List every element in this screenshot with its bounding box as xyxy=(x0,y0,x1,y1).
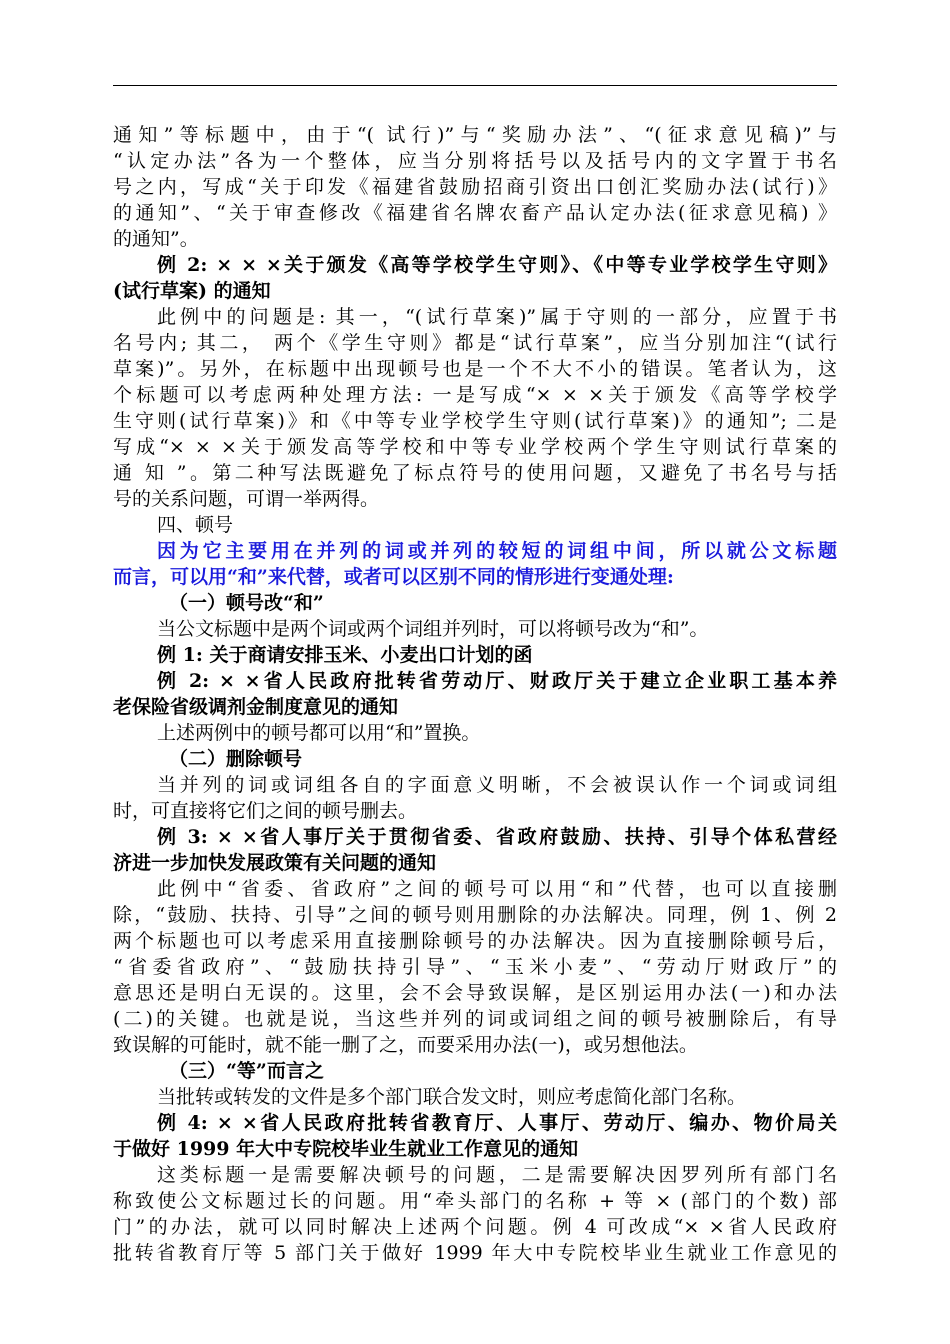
body-text-line: 通 知 ”。第二种写法既避免了标点符号的使用问题，又避免了书名号与括 xyxy=(113,462,837,484)
document-body xyxy=(113,122,837,1266)
body-text-line: 两个标题也可以考虑采用直接删除顿号的办法解决。因为直接删除顿号后， xyxy=(113,930,837,952)
body-text-line: 通知”等标题中，由于“( 试行)”与“奖励办法”、“(征求意见稿)”与 xyxy=(113,124,837,146)
example-heading: 例 2: × ×省人民政府批转省劳动厅、财政厅关于建立企业职工基本养 xyxy=(157,670,837,692)
example-heading: 例 1: 关于商请安排玉米、小麦出口计划的函 xyxy=(157,644,533,666)
body-text-line: 致误解的可能时，就不能一删了之，而要采用办法(一)，或另想他法。 xyxy=(113,1034,698,1056)
body-text-line: 这类标题一是需要解决顿号的问题，二是需要解决因罗列所有部门名 xyxy=(157,1164,837,1186)
example-heading: 例 2: × × ×关于颁发《高等学校学生守则》、《中等专业学校学生守则》 xyxy=(157,254,837,276)
body-text-line: 当公文标题中是两个词或两个词组并列时，可以将顿号改为“和”。 xyxy=(157,618,709,640)
body-text-line: 此例中的问题是: 其一，“(试行草案)”属于守则的一部分，应置于书 xyxy=(157,306,837,328)
section-heading: 四、顿号 xyxy=(157,514,234,536)
subsection-heading: （一）顿号改“和” xyxy=(169,592,324,614)
body-text-line: 名号内; 其二， 两个《学生守则》都是“试行草案”，应当分别加注“(试行 xyxy=(113,332,837,354)
body-text-line: 号之内，写成“关于印发《福建省鼓励招商引资出口创汇奖励办法(试行)》 xyxy=(113,176,837,198)
body-text-line: 的通知”、“关于审查修改《福建省名牌农畜产品认定办法(征求意见稿) 》 xyxy=(113,202,837,224)
highlighted-text: 因为它主要用在并列的词或并列的较短的词组中间，所以就公文标题 xyxy=(157,540,837,562)
body-text-line: 时，可直接将它们之间的顿号删去。 xyxy=(113,800,418,822)
body-text-line: “认定办法”各为一个整体，应当分别将括号以及括号内的文字置于书名 xyxy=(113,150,837,172)
body-text-line: 生守则(试行草案)》和《中等专业学校学生守则(试行草案)》的通知”; 二是 xyxy=(113,410,837,432)
example-heading: 老保险省级调剂金制度意见的通知 xyxy=(113,696,399,718)
body-text-line: 批转省教育厅等 5 部门关于做好 1999 年大中专院校毕业生就业工作意见的 xyxy=(113,1242,837,1264)
body-text-line: (二)的关键。也就是说，当这些并列的词或词组之间的顿号被删除后，有导 xyxy=(113,1008,837,1030)
body-text-line: 门”的办法，就可以同时解决上述两个问题。例 4 可改成“× ×省人民政府 xyxy=(113,1216,837,1238)
example-heading: 例 3: × ×省人事厅关于贯彻省委、省政府鼓励、扶持、引导个体私营经 xyxy=(157,826,837,848)
body-text-line: 写成“× × ×关于颁发高等学校和中等专业学校两个学生守则试行草案的 xyxy=(113,436,837,458)
body-text-line: 当并列的词或词组各自的字面意义明晰，不会被误认作一个词或词组 xyxy=(157,774,837,796)
body-text-line: 称致使公文标题过长的问题。用“牵头部门的名称 + 等 × (部门的个数) 部 xyxy=(113,1190,837,1212)
example-heading: 济进一步加快发展政策有关问题的通知 xyxy=(113,852,437,874)
body-text-line: 意思还是明白无误的。这里，会不会导致误解，是区别运用办法(一)和办法 xyxy=(113,982,837,1004)
body-text-line: 草案)”。另外，在标题中出现顿号也是一个不大不小的错误。笔者认为，这 xyxy=(113,358,837,380)
body-text-line: 个标题可以考虑两种处理方法: 一是写成“× × ×关于颁发《高等学校学 xyxy=(113,384,837,406)
example-heading: (试行草案) 的通知 xyxy=(113,280,271,302)
subsection-heading: （三）“等”而言之 xyxy=(169,1060,324,1082)
body-text-line: 此例中“省委、省政府”之间的顿号可以用“和”代替，也可以直接删 xyxy=(157,878,837,900)
body-text-line: 上述两例中的顿号都可以用“和”置换。 xyxy=(157,722,481,744)
example-heading: 例 4: × ×省人民政府批转省教育厅、人事厅、劳动厅、编办、物价局关 xyxy=(157,1112,837,1134)
body-text-line: 号的关系问题，可谓一举两得。 xyxy=(113,488,380,510)
highlighted-text: 而言，可以用“和”来代替，或者可以区别不同的情形进行变通处理: xyxy=(113,566,674,588)
body-text-line: “省委省政府”、“鼓励扶持引导”、“玉米小麦”、“劳动厅财政厅”的 xyxy=(113,956,837,978)
body-text-line: 当批转或转发的文件是多个部门联合发文时，则应考虑简化部门名称。 xyxy=(157,1086,747,1108)
body-text-line: 除，“鼓励、扶持、引导”之间的顿号则用删除的办法解决。同理，例 1、例 2 xyxy=(113,904,837,926)
example-heading: 于做好 1999 年大中专院校毕业生就业工作意见的通知 xyxy=(113,1138,579,1160)
header-rule xyxy=(113,85,837,86)
body-text-line: 的通知”。 xyxy=(113,228,199,250)
subsection-heading: （二）删除顿号 xyxy=(169,748,303,770)
